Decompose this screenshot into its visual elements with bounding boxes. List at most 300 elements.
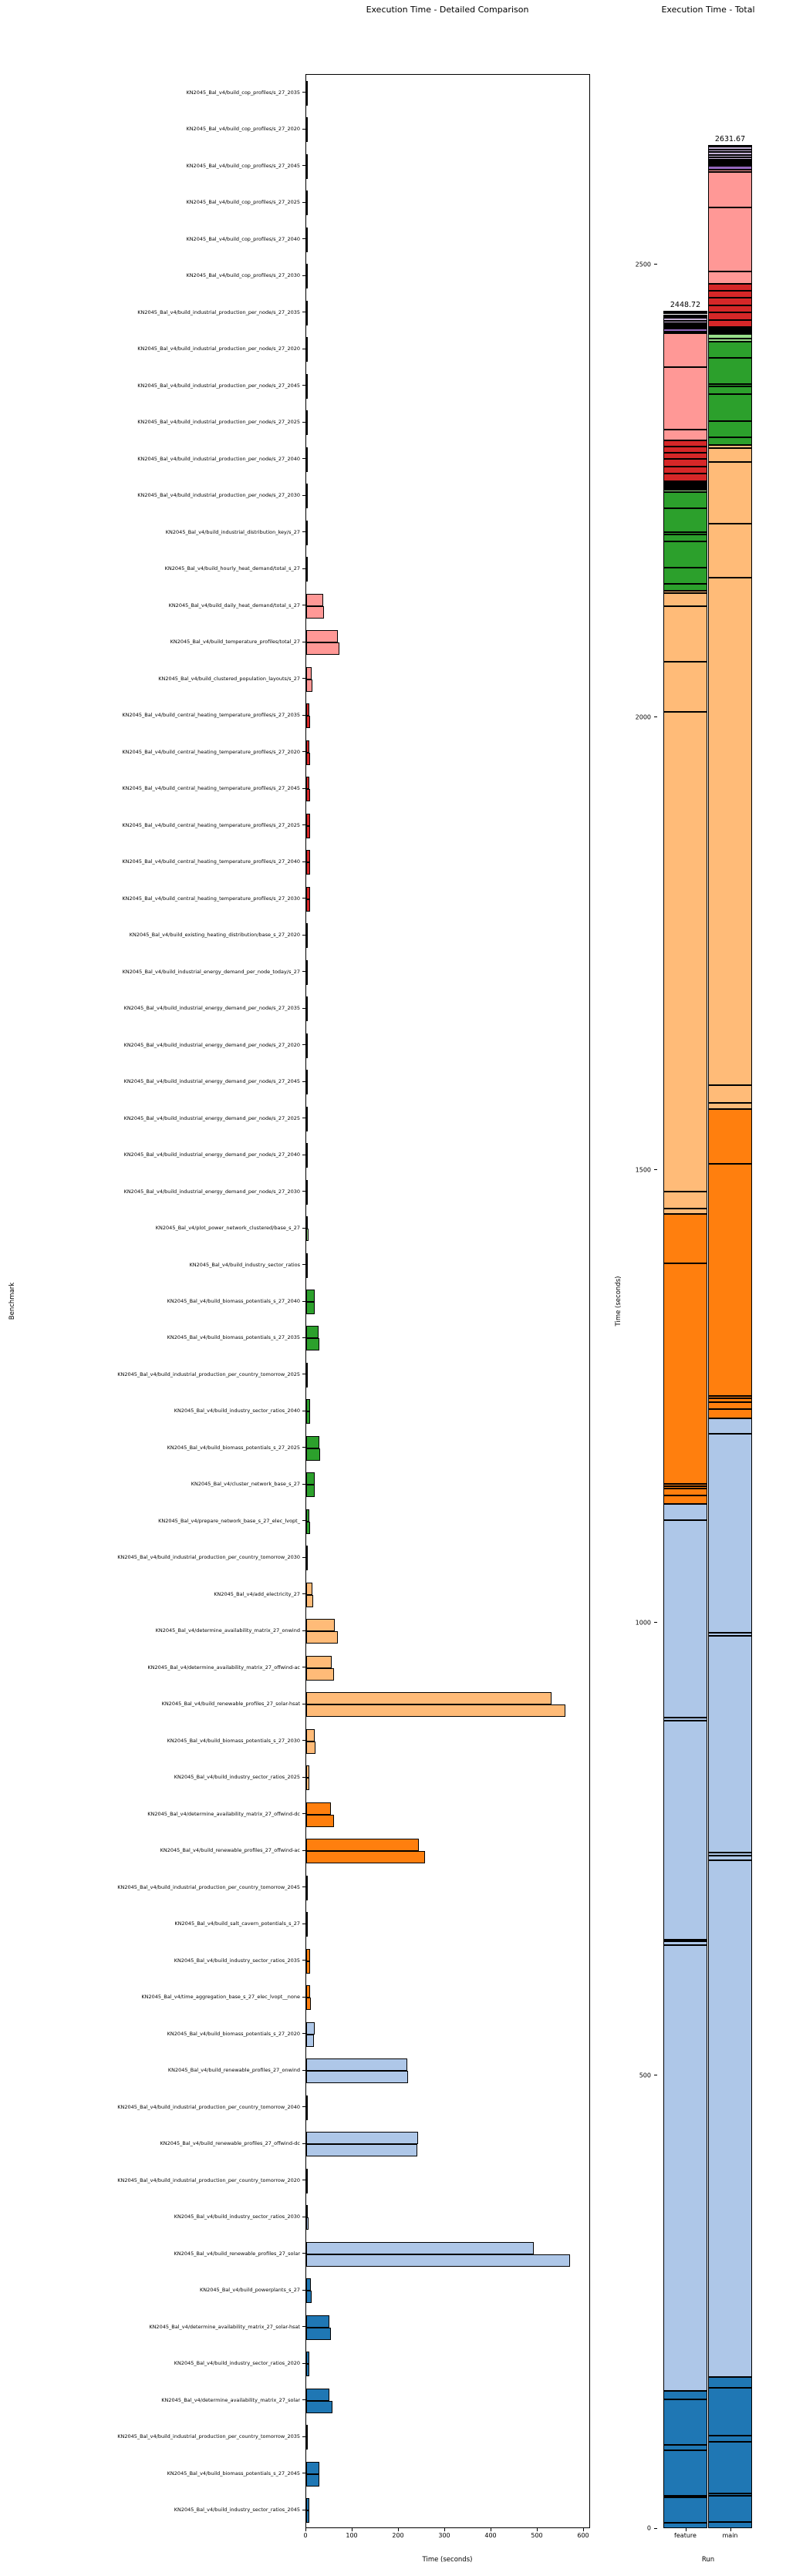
- bar-main: [306, 1229, 309, 1241]
- stack-segment: [663, 1192, 707, 1209]
- bar-feature: [306, 1472, 315, 1485]
- bar-main: [306, 1009, 308, 1021]
- benchmark-label: KN2045_Bal_v4/build_central_heating_temperature_profiles/s_27_2020: [122, 748, 300, 755]
- benchmark-label: KN2045_Bal_v4/build_industrial_energy_demand_per_node/s_27_2045: [123, 1078, 300, 1085]
- stack-segment: [663, 662, 707, 712]
- benchmark-tick: [302, 2033, 305, 2034]
- stack-segment: [663, 1489, 707, 1495]
- benchmark-label: KN2045_Bal_v4/build_industrial_production_per_node/s_27_2030: [137, 492, 300, 499]
- stack-segment: [708, 1418, 752, 1434]
- benchmark-label: KN2045_Bal_v4/build_biomass_potentials_s_27_2045: [167, 2470, 300, 2477]
- bar-feature: [306, 1583, 312, 1595]
- stack-segment: [663, 534, 707, 541]
- stack-segment: [663, 541, 707, 568]
- benchmark-label: KN2045_Bal_v4/build_industry_sector_ratios_2040: [174, 1408, 300, 1414]
- bar-main: [306, 349, 308, 362]
- stack-segment: [663, 488, 707, 490]
- bar-feature: [306, 2315, 329, 2328]
- benchmark-label: KN2045_Bal_v4/determine_availability_matrix_27_solar: [161, 2396, 300, 2403]
- stack-segment: [708, 358, 752, 384]
- benchmark-tick: [302, 458, 305, 459]
- stack-segment: [708, 2436, 752, 2442]
- bar-feature: [306, 2278, 311, 2291]
- x-tick-label: 400: [484, 2532, 497, 2539]
- bar-main: [306, 1046, 308, 1058]
- benchmark-label: KN2045_Bal_v4/build_cop_profiles/s_27_2020: [186, 126, 300, 133]
- stack-segment: [708, 437, 752, 444]
- x-tick: [305, 2528, 306, 2531]
- right-chart-ylabel: Time (seconds): [615, 1276, 622, 1327]
- bar-main: [306, 167, 308, 179]
- bar-main: [306, 2254, 570, 2267]
- y-tick-label: 2000: [635, 713, 651, 721]
- benchmark-label: KN2045_Bal_v4/build_industrial_production_per_country_tomorrow_2035: [117, 2433, 300, 2440]
- bar-main: [306, 1522, 310, 1534]
- benchmark-tick: [302, 1886, 305, 1887]
- bar-feature: [306, 1363, 308, 1375]
- bar-main: [306, 899, 310, 912]
- bar-main: [306, 2035, 314, 2047]
- bar-main: [306, 2364, 309, 2376]
- benchmark-label: KN2045_Bal_v4/build_industry_sector_ratios_2025: [174, 1774, 300, 1781]
- stack-segment: [663, 1718, 707, 1721]
- stack-segment: [663, 430, 707, 440]
- benchmark-tick: [302, 2070, 305, 2071]
- bar-feature: [306, 2022, 315, 2035]
- benchmark-tick: [302, 1997, 305, 1998]
- benchmark-label: KN2045_Bal_v4/determine_availability_matrix_27_onwind: [155, 1627, 300, 1634]
- benchmark-tick: [302, 971, 305, 972]
- stack-segment: [708, 157, 752, 159]
- stack-segment: [663, 459, 707, 466]
- bar-main: [306, 1924, 308, 1937]
- stack-segment: [708, 160, 752, 162]
- benchmark-label: KN2045_Bal_v4/build_industrial_energy_demand_per_node/s_27_2020: [123, 1041, 300, 1048]
- x-tick: [398, 2528, 399, 2531]
- bar-main: [306, 496, 308, 508]
- bar-feature: [306, 1729, 315, 1741]
- stack-segment: [708, 342, 752, 358]
- benchmark-tick: [302, 2143, 305, 2144]
- bar-main: [306, 569, 308, 582]
- bar-main: [306, 2217, 309, 2230]
- stack-segment: [708, 172, 752, 207]
- benchmark-label: KN2045_Bal_v4/build_industrial_production_per_node/s_27_2040: [137, 455, 300, 462]
- benchmark-label: KN2045_Bal_v4/build_central_heating_temperature_profiles/s_27_2025: [122, 821, 300, 828]
- bar-feature: [306, 2462, 319, 2474]
- bar-feature: [306, 117, 308, 130]
- bar-feature: [306, 410, 308, 423]
- bar-main: [306, 2401, 332, 2413]
- stack-segment: [708, 152, 752, 155]
- bar-feature: [306, 2352, 309, 2364]
- benchmark-tick: [302, 788, 305, 789]
- bar-feature: [306, 703, 309, 716]
- stack-segment: [663, 453, 707, 459]
- bar-main: [306, 716, 310, 728]
- stack-segment: [708, 1860, 752, 2377]
- benchmark-tick: [302, 1447, 305, 1448]
- benchmark-label: KN2045_Bal_v4/prepare_network_base_s_27_elec_lvopt_: [158, 1517, 300, 1524]
- bar-main: [306, 1155, 308, 1168]
- benchmark-tick: [302, 275, 305, 276]
- y-tick: [654, 1169, 657, 1170]
- bar-main: [306, 2108, 308, 2120]
- bar-main: [306, 1778, 309, 1790]
- benchmark-tick: [302, 935, 305, 936]
- left-chart-ylabel: Benchmark: [8, 1282, 16, 1320]
- bar-feature: [306, 1656, 332, 1668]
- benchmark-tick: [302, 1813, 305, 1814]
- benchmark-label: KN2045_Bal_v4/build_renewable_profiles_27_solar-hsat: [161, 1701, 300, 1708]
- bar-main: [306, 826, 310, 838]
- bar-main: [306, 1704, 565, 1717]
- benchmark-label: KN2045_Bal_v4/build_biomass_potentials_s_27_2040: [167, 1298, 300, 1304]
- benchmark-tick: [302, 1740, 305, 1741]
- right-chart-xlabel: Run: [701, 2556, 715, 2564]
- bar-main: [306, 1815, 334, 1827]
- x-tick-label: 500: [531, 2532, 543, 2539]
- bar-feature: [306, 2389, 329, 2401]
- bar-main: [306, 1558, 308, 1570]
- bar-feature: [306, 2169, 308, 2181]
- bar-main: [306, 2144, 417, 2156]
- stack-segment: [708, 421, 752, 437]
- benchmark-label: KN2045_Bal_v4/build_industry_sector_ratios_2020: [174, 2360, 300, 2367]
- bar-feature: [306, 2425, 308, 2437]
- benchmark-label: KN2045_Bal_v4/build_industry_sector_ratios: [189, 1261, 300, 1268]
- bar-feature: [306, 264, 308, 276]
- detailed-comparison-plot: [305, 74, 590, 2528]
- stack-segment: [708, 524, 752, 578]
- stack-segment: [663, 316, 707, 318]
- run-label-feature: feature: [674, 2532, 697, 2539]
- bar-main: [306, 1119, 308, 1131]
- bar-feature: [306, 1399, 310, 1411]
- benchmark-label: KN2045_Bal_v4/build_biomass_potentials_s_27_2020: [167, 2030, 300, 2037]
- stack-segment: [708, 448, 752, 462]
- bar-main: [306, 2437, 308, 2450]
- stack-segment: [663, 1495, 707, 1504]
- stack-segment: [708, 284, 752, 291]
- bar-feature: [306, 2058, 407, 2071]
- bar-feature: [306, 1070, 308, 1082]
- bar-feature: [306, 301, 308, 313]
- bar-feature: [306, 1326, 319, 1338]
- bar-main: [306, 973, 308, 985]
- stack-segment: [708, 1633, 752, 1636]
- y-tick-label: 500: [639, 2072, 651, 2079]
- stack-segment: [663, 508, 707, 533]
- stack-segment: [708, 1402, 752, 1409]
- bar-main: [306, 423, 308, 435]
- stack-segment: [708, 578, 752, 1085]
- benchmark-label: KN2045_Bal_v4/build_central_heating_temperature_profiles/s_27_2030: [122, 895, 300, 902]
- stack-segment: [708, 1434, 752, 1633]
- bar-main: [306, 240, 308, 252]
- benchmark-tick: [302, 92, 305, 93]
- benchmark-label: KN2045_Bal_v4/build_cop_profiles/s_27_2030: [186, 272, 300, 279]
- bar-feature: [306, 374, 308, 386]
- stacked-bar-main: [708, 74, 752, 2528]
- benchmark-label: KN2045_Bal_v4/add_electricity_27: [214, 1590, 300, 1597]
- stack-segment: [663, 1721, 707, 1940]
- benchmark-label: KN2045_Bal_v4/build_renewable_profiles_27_onwind: [167, 2067, 300, 2074]
- bar-main: [306, 936, 308, 948]
- stack-segment: [708, 298, 752, 305]
- stack-segment: [663, 2391, 707, 2400]
- total-label-main: 2631.67: [714, 134, 746, 143]
- stack-segment: [708, 145, 752, 147]
- stack-segment: [663, 1504, 707, 1520]
- benchmark-label: KN2045_Bal_v4/build_industrial_production_per_node/s_27_2035: [137, 309, 300, 315]
- bar-feature: [306, 2096, 308, 2108]
- benchmark-label: KN2045_Bal_v4/build_temperature_profiles/total_27: [170, 639, 300, 646]
- benchmark-label: KN2045_Bal_v4/build_cop_profiles/s_27_2025: [186, 199, 300, 206]
- benchmark-label: KN2045_Bal_v4/build_biomass_potentials_s_27_2030: [167, 1737, 300, 1744]
- benchmark-label: KN2045_Bal_v4/build_industrial_energy_demand_per_node/s_27_2040: [123, 1151, 300, 1158]
- x-tick-label: 100: [346, 2532, 358, 2539]
- x-tick-label: 600: [577, 2532, 589, 2539]
- benchmark-label: KN2045_Bal_v4/build_industrial_production_per_node/s_27_2025: [137, 419, 300, 426]
- benchmark-label: KN2045_Bal_v4/build_industry_sector_ratios_2045: [174, 2507, 300, 2514]
- stack-segment: [708, 320, 752, 327]
- stack-segment: [708, 291, 752, 298]
- stack-segment: [663, 333, 707, 366]
- bar-main: [306, 2328, 331, 2340]
- bar-feature: [306, 1546, 308, 1558]
- stack-segment: [663, 311, 707, 312]
- x-tick: [444, 2528, 445, 2531]
- bar-main: [306, 276, 308, 288]
- stack-segment: [708, 1109, 752, 1163]
- benchmark-tick: [302, 2399, 305, 2400]
- benchmark-label: KN2045_Bal_v4/build_salt_cavern_potentials_s_27: [174, 1920, 300, 1927]
- stack-segment: [708, 1853, 752, 1856]
- benchmark-label: KN2045_Bal_v4/build_cop_profiles/s_27_2040: [186, 235, 300, 242]
- benchmark-label: KN2045_Bal_v4/determine_availability_matrix_27_offwind-dc: [147, 1810, 300, 1817]
- benchmark-label: KN2045_Bal_v4/build_biomass_potentials_s_27_2035: [167, 1334, 300, 1341]
- stack-segment: [663, 312, 707, 314]
- benchmark-label: KN2045_Bal_v4/build_existing_heating_distribution/base_s_27_2020: [129, 932, 300, 939]
- benchmark-label: KN2045_Bal_v4/build_industrial_production_per_node/s_27_2045: [137, 382, 300, 389]
- bar-feature: [306, 1290, 315, 1302]
- bar-main: [306, 1741, 315, 1754]
- stack-segment: [708, 394, 752, 421]
- stack-segment: [708, 305, 752, 312]
- benchmark-label: KN2045_Bal_v4/build_industrial_distribution_key/s_27: [165, 528, 300, 535]
- benchmark-tick: [302, 238, 305, 239]
- benchmark-label: KN2045_Bal_v4/build_industrial_energy_demand_per_node/s_27_2025: [123, 1114, 300, 1121]
- benchmark-label: KN2045_Bal_v4/build_industrial_production_per_country_tomorrow_2040: [117, 2103, 300, 2110]
- benchmark-label: KN2045_Bal_v4/build_industry_sector_ratios_2030: [174, 2214, 300, 2220]
- bar-main: [306, 1266, 308, 1278]
- benchmark-tick: [302, 2436, 305, 2437]
- bar-main: [306, 93, 308, 106]
- stack-segment: [708, 207, 752, 271]
- benchmark-label: KN2045_Bal_v4/build_industrial_production_per_country_tomorrow_2030: [117, 1554, 300, 1561]
- stacked-bar-feature: [663, 74, 707, 2528]
- benchmark-label: KN2045_Bal_v4/plot_power_network_clustered/base_s_27: [155, 1225, 300, 1231]
- benchmark-tick: [302, 1337, 305, 1338]
- run-tick: [730, 2528, 731, 2531]
- benchmark-label: KN2045_Bal_v4/build_powerplants_s_27: [199, 2287, 300, 2294]
- bar-feature: [306, 81, 308, 93]
- bar-main: [306, 1192, 308, 1205]
- benchmark-tick: [302, 1777, 305, 1778]
- benchmark-tick: [302, 2290, 305, 2291]
- benchmark-tick: [302, 2363, 305, 2364]
- benchmark-tick: [302, 385, 305, 386]
- bar-feature: [306, 154, 308, 167]
- bar-feature: [306, 1876, 308, 1888]
- benchmark-label: KN2045_Bal_v4/build_industrial_production_per_country_tomorrow_2020: [117, 2176, 300, 2183]
- bar-feature: [306, 484, 308, 496]
- bar-main: [306, 606, 324, 619]
- stack-segment: [663, 712, 707, 1192]
- benchmark-tick: [302, 1557, 305, 1558]
- stack-segment: [708, 2377, 752, 2388]
- stack-segment: [663, 1945, 707, 2391]
- stack-segment: [663, 492, 707, 508]
- benchmark-label: KN2045_Bal_v4/build_biomass_potentials_s_27_2025: [167, 1444, 300, 1451]
- bar-main: [306, 1668, 334, 1681]
- bar-main: [306, 203, 308, 215]
- benchmark-tick: [302, 2253, 305, 2254]
- bar-main: [306, 2181, 308, 2193]
- bar-main: [306, 1888, 308, 1900]
- bar-feature: [306, 996, 308, 1009]
- benchmark-tick: [302, 422, 305, 423]
- bar-main: [306, 313, 308, 325]
- stack-segment: [663, 447, 707, 453]
- left-chart-title: Execution Time - Detailed Comparison: [366, 5, 529, 15]
- stack-segment: [708, 1856, 752, 1860]
- benchmark-label: KN2045_Bal_v4/build_renewable_profiles_27_offwind-dc: [160, 2140, 300, 2147]
- bar-feature: [306, 557, 308, 569]
- x-tick-label: 200: [392, 2532, 404, 2539]
- stack-segment: [663, 2523, 707, 2528]
- bar-feature: [306, 667, 312, 679]
- stack-segment: [663, 1941, 707, 1945]
- benchmark-tick: [302, 1484, 305, 1485]
- bar-main: [306, 2291, 312, 2303]
- benchmark-label: KN2045_Bal_v4/build_industrial_energy_demand_per_node/s_27_2035: [123, 1005, 300, 1012]
- benchmark-tick: [302, 202, 305, 203]
- y-tick-label: 1000: [635, 1619, 651, 1627]
- bar-feature: [306, 777, 309, 789]
- stack-segment: [708, 166, 752, 170]
- x-tick: [352, 2528, 353, 2531]
- bar-main: [306, 679, 312, 692]
- total-plot: [657, 74, 760, 2528]
- bar-feature: [306, 1107, 308, 1119]
- bar-feature: [306, 887, 310, 899]
- bar-main: [306, 1448, 320, 1461]
- stack-segment: [708, 2496, 752, 2522]
- stack-segment: [663, 321, 707, 324]
- bar-feature: [306, 1692, 552, 1704]
- benchmark-tick: [302, 1264, 305, 1265]
- benchmark-tick: [302, 1301, 305, 1302]
- stack-segment: [663, 2399, 707, 2445]
- benchmark-label: KN2045_Bal_v4/determine_availability_matrix_27_offwind-ac: [147, 1664, 300, 1671]
- benchmark-tick: [302, 1044, 305, 1045]
- bar-main: [306, 642, 339, 655]
- left-chart-xlabel: Time (seconds): [422, 2556, 473, 2564]
- stack-segment: [708, 147, 752, 150]
- bar-main: [306, 1631, 338, 1644]
- bar-feature: [306, 2132, 418, 2144]
- stack-segment: [663, 367, 707, 430]
- stack-segment: [708, 155, 752, 158]
- benchmark-label: KN2045_Bal_v4/build_daily_heat_demand/total_s_27: [168, 602, 300, 609]
- bar-feature: [306, 1839, 419, 1851]
- benchmark-label: KN2045_Bal_v4/build_hourly_heat_demand/total_s_27: [164, 565, 300, 572]
- total-label-feature: 2448.72: [670, 300, 701, 309]
- benchmark-label: KN2045_Bal_v4/build_central_heating_temperature_profiles/s_27_2045: [122, 785, 300, 792]
- bar-main: [306, 753, 310, 765]
- stack-segment: [663, 440, 707, 447]
- benchmark-tick: [302, 715, 305, 716]
- bar-main: [306, 130, 308, 142]
- benchmark-label: KN2045_Bal_v4/build_central_heating_temperature_profiles/s_27_2040: [122, 858, 300, 865]
- stack-segment: [708, 150, 752, 153]
- stack-segment: [708, 1103, 752, 1109]
- benchmark-tick: [302, 1191, 305, 1192]
- bar-feature: [306, 630, 338, 642]
- bar-main: [306, 1375, 308, 1387]
- bar-main: [306, 1595, 313, 1607]
- bar-feature: [306, 1802, 331, 1815]
- benchmark-tick: [302, 2326, 305, 2327]
- benchmark-tick: [302, 1593, 305, 1594]
- stack-segment: [663, 2445, 707, 2450]
- stack-segment: [663, 2450, 707, 2496]
- bar-main: [306, 1082, 308, 1094]
- stack-segment: [708, 2522, 752, 2528]
- stack-segment: [708, 312, 752, 319]
- benchmark-label: KN2045_Bal_v4/build_clustered_population_layouts/s_27: [158, 675, 300, 682]
- stack-segment: [708, 2388, 752, 2436]
- stack-segment: [663, 2496, 707, 2497]
- bar-feature: [306, 228, 308, 240]
- bar-feature: [306, 1619, 335, 1631]
- stack-segment: [708, 2493, 752, 2495]
- stack-segment: [708, 384, 752, 387]
- stack-segment: [663, 1940, 707, 1941]
- stack-segment: [663, 332, 707, 333]
- bar-main: [306, 2474, 319, 2487]
- bar-feature: [306, 2498, 309, 2510]
- benchmark-tick: [302, 495, 305, 496]
- benchmark-label: KN2045_Bal_v4/build_industrial_production_per_country_tomorrow_2025: [117, 1371, 300, 1377]
- y-tick: [654, 2528, 657, 2529]
- stack-segment: [708, 1636, 752, 1853]
- stack-segment: [663, 1214, 707, 1263]
- bar-feature: [306, 923, 308, 936]
- bar-main: [306, 1851, 425, 1863]
- benchmark-tick: [302, 1081, 305, 1082]
- stack-segment: [663, 467, 707, 474]
- stack-segment: [663, 568, 707, 584]
- bar-main: [306, 862, 310, 875]
- x-tick: [537, 2528, 538, 2531]
- bar-feature: [306, 337, 308, 349]
- benchmark-tick: [302, 824, 305, 825]
- bar-main: [306, 789, 310, 801]
- bar-feature: [306, 850, 310, 862]
